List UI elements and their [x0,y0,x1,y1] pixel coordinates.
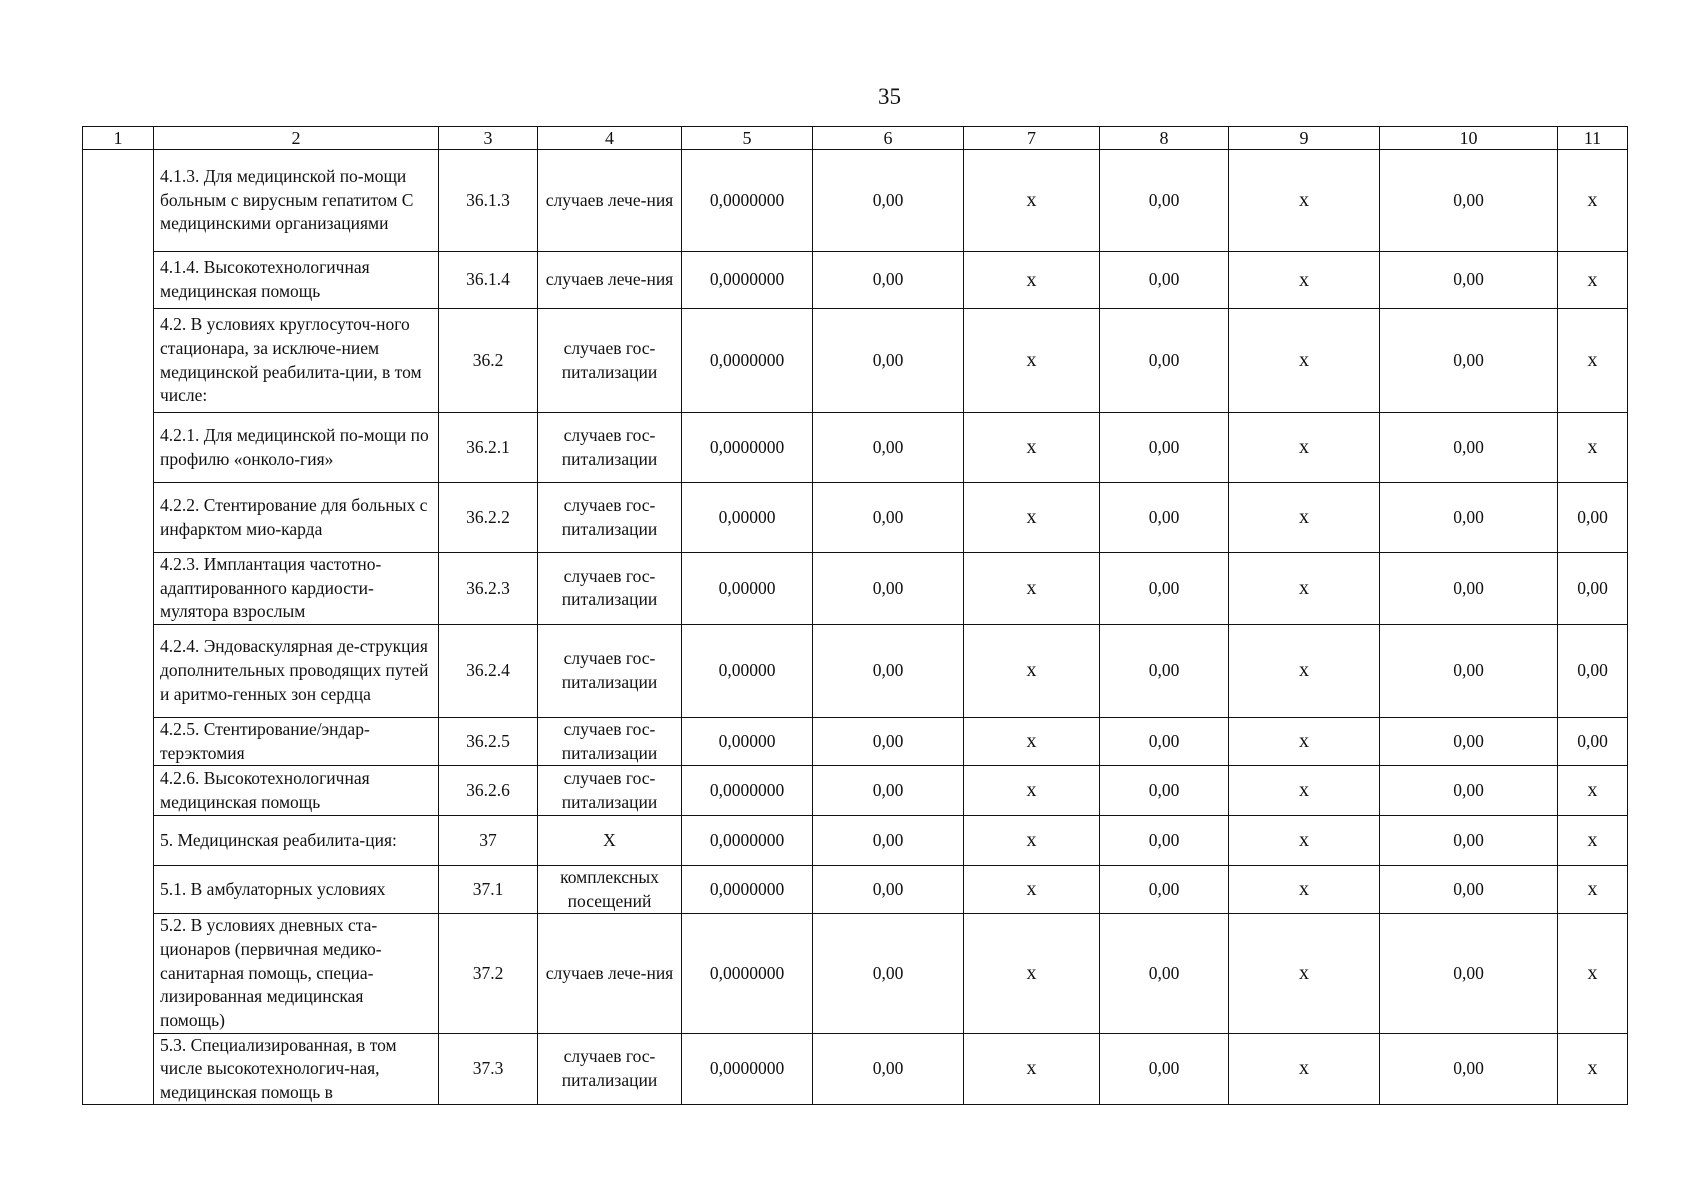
row-code: 36.2.5 [439,717,538,765]
cell-col-6: 0,00 [813,1033,964,1105]
header-col-11: 11 [1558,127,1628,150]
cell-col-10: 0,00 [1380,309,1558,413]
table-row [83,914,1628,1033]
cell-col-9: x [1229,309,1380,413]
cell-col-8: 0,00 [1100,150,1229,252]
cell-col-5: 0,00000 [682,483,813,553]
cell-col-5: 0,00000 [682,717,813,765]
row-name: 5.2. В условиях дневных ста-ционаров (первичная медико-санитарная помощь, специа-лизированная медицинская помощь) [154,914,439,1033]
table-row [83,483,1628,553]
table-row [83,866,1628,914]
cell-col-6: 0,00 [813,413,964,483]
cell-col-7: x [964,252,1100,309]
cell-col-8: 0,00 [1100,413,1229,483]
cell-col-9: x [1229,553,1380,625]
cell-col-10: 0,00 [1380,766,1558,816]
cell-col-6: 0,00 [813,252,964,309]
cell-col-11: 0,00 [1558,624,1628,717]
cell-col-5: 0,0000000 [682,252,813,309]
page-number: 35 [878,84,901,109]
cell-col-8: 0,00 [1100,252,1229,309]
header-col-10: 10 [1380,127,1558,150]
cell-col-6: 0,00 [813,309,964,413]
data-table [82,126,1628,1105]
cell-col-11: x [1558,1033,1628,1105]
cell-col-11: x [1558,816,1628,866]
row-name: 4.2. В условиях круглосуточ-ного стационара, за исключе-нием медицинской реабилита-ции, в том числе: [154,309,439,413]
cell-col-5: 0,0000000 [682,309,813,413]
cell-col-9: x [1229,816,1380,866]
row-name: 5.3. Специализированная, в том числе высокотехнологич-ная, медицинская помощь в [154,1033,439,1105]
cell-col-10: 0,00 [1380,483,1558,553]
cell-col-5: 0,00000 [682,624,813,717]
header-col-1: 1 [83,127,154,150]
row-name: 5. Медицинская реабилита-ция: [154,816,439,866]
row-unit: случаев гос-питализации [538,1033,682,1105]
row-code: 36.2.6 [439,766,538,816]
cell-col-8: 0,00 [1100,624,1229,717]
cell-col-7: x [964,1033,1100,1105]
row-unit: случаев гос-питализации [538,309,682,413]
cell-col-6: 0,00 [813,624,964,717]
row-name: 4.2.6. Высокотехнологичная медицинская помощь [154,766,439,816]
row-unit: случаев лече-ния [538,150,682,252]
table-row [83,1033,1628,1105]
row-name: 4.2.3. Имплантация частотно-адаптированного кардиости-мулятора взрослым [154,553,439,625]
header-col-3: 3 [439,127,538,150]
cell-col-6: 0,00 [813,483,964,553]
cell-col-11: x [1558,914,1628,1033]
cell-col-5: 0,0000000 [682,150,813,252]
cell-col-8: 0,00 [1100,553,1229,625]
row-unit: комплексных посещений [538,866,682,914]
table-row [83,717,1628,765]
row-code: 37 [439,816,538,866]
row-unit: случаев гос-питализации [538,483,682,553]
cell-col-8: 0,00 [1100,483,1229,553]
cell-col-8: 0,00 [1100,766,1229,816]
table-row [83,766,1628,816]
row-unit: случаев гос-питализации [538,413,682,483]
cell-col-6: 0,00 [813,866,964,914]
cell-col-10: 0,00 [1380,717,1558,765]
row-code: 37.3 [439,1033,538,1105]
table-row [83,413,1628,483]
cell-col-8: 0,00 [1100,866,1229,914]
cell-col-11: 0,00 [1558,717,1628,765]
cell-col-7: x [964,717,1100,765]
table-row [83,150,1628,252]
table-row [83,252,1628,309]
cell-col-9: x [1229,483,1380,553]
table-row [83,816,1628,866]
cell-col-11: 0,00 [1558,483,1628,553]
cell-col-7: x [964,553,1100,625]
cell-col-9: x [1229,866,1380,914]
cell-col-9: x [1229,624,1380,717]
cell-col-5: 0,00000 [682,553,813,625]
row-name: 4.1.3. Для медицинской по-мощи больным с вирусным гепатитом С медицинскими организациями [154,150,439,252]
cell-col-9: x [1229,1033,1380,1105]
cell-col-5: 0,0000000 [682,413,813,483]
col-1-cell [83,150,154,1105]
cell-col-10: 0,00 [1380,866,1558,914]
row-unit: случаев гос-питализации [538,624,682,717]
cell-col-9: x [1229,150,1380,252]
cell-col-7: x [964,914,1100,1033]
cell-col-5: 0,0000000 [682,816,813,866]
row-name: 5.1. В амбулаторных условиях [154,866,439,914]
cell-col-8: 0,00 [1100,816,1229,866]
cell-col-8: 0,00 [1100,309,1229,413]
row-code: 36.2.4 [439,624,538,717]
header-col-7: 7 [964,127,1100,150]
cell-col-9: x [1229,252,1380,309]
row-code: 36.1.4 [439,252,538,309]
cell-col-7: x [964,483,1100,553]
row-code: 36.2.1 [439,413,538,483]
cell-col-8: 0,00 [1100,1033,1229,1105]
cell-col-7: x [964,150,1100,252]
cell-col-6: 0,00 [813,816,964,866]
cell-col-7: x [964,766,1100,816]
row-code: 36.1.3 [439,150,538,252]
row-code: 37.2 [439,914,538,1033]
cell-col-6: 0,00 [813,553,964,625]
cell-col-10: 0,00 [1380,1033,1558,1105]
row-unit: случаев лече-ния [538,914,682,1033]
cell-col-7: x [964,866,1100,914]
row-unit: случаев гос-питализации [538,766,682,816]
header-col-8: 8 [1100,127,1229,150]
header-col-5: 5 [682,127,813,150]
cell-col-7: x [964,413,1100,483]
cell-col-10: 0,00 [1380,553,1558,625]
cell-col-10: 0,00 [1380,816,1558,866]
cell-col-6: 0,00 [813,914,964,1033]
cell-col-7: x [964,816,1100,866]
row-name: 4.2.4. Эндоваскулярная де-струкция дополнительных проводящих путей и аритмо-генных зон сердца [154,624,439,717]
row-code: 37.1 [439,866,538,914]
row-code: 36.2 [439,309,538,413]
cell-col-7: x [964,624,1100,717]
cell-col-10: 0,00 [1380,624,1558,717]
cell-col-9: x [1229,914,1380,1033]
cell-col-11: 0,00 [1558,553,1628,625]
cell-col-8: 0,00 [1100,717,1229,765]
row-unit: случаев гос-питализации [538,553,682,625]
cell-col-9: x [1229,766,1380,816]
cell-col-9: x [1229,413,1380,483]
cell-col-9: x [1229,717,1380,765]
cell-col-10: 0,00 [1380,150,1558,252]
cell-col-6: 0,00 [813,717,964,765]
cell-col-6: 0,00 [813,150,964,252]
row-code: 36.2.3 [439,553,538,625]
header-col-2: 2 [154,127,439,150]
table-row [83,624,1628,717]
row-unit: случаев лече-ния [538,252,682,309]
cell-col-5: 0,0000000 [682,766,813,816]
cell-col-5: 0,0000000 [682,866,813,914]
cell-col-11: x [1558,252,1628,309]
cell-col-11: x [1558,309,1628,413]
table-row [83,553,1628,625]
header-col-4: 4 [538,127,682,150]
header-row [83,127,1628,150]
cell-col-7: x [964,309,1100,413]
header-col-6: 6 [813,127,964,150]
cell-col-6: 0,00 [813,766,964,816]
cell-col-5: 0,0000000 [682,914,813,1033]
table-row [83,309,1628,413]
cell-col-10: 0,00 [1380,413,1558,483]
cell-col-11: x [1558,413,1628,483]
cell-col-10: 0,00 [1380,914,1558,1033]
row-name: 4.2.5. Стентирование/эндар-терэктомия [154,717,439,765]
row-code: 36.2.2 [439,483,538,553]
cell-col-11: x [1558,866,1628,914]
cell-col-10: 0,00 [1380,252,1558,309]
cell-col-5: 0,0000000 [682,1033,813,1105]
cell-col-11: x [1558,766,1628,816]
cell-col-8: 0,00 [1100,914,1229,1033]
row-unit: X [538,816,682,866]
row-name: 4.1.4. Высокотехнологичная медицинская помощь [154,252,439,309]
header-col-9: 9 [1229,127,1380,150]
row-unit: случаев гос-питализации [538,717,682,765]
cell-col-11: x [1558,150,1628,252]
row-name: 4.2.2. Стентирование для больных с инфарктом мио-карда [154,483,439,553]
row-name: 4.2.1. Для медицинской по-мощи по профилю «онколо-гия» [154,413,439,483]
